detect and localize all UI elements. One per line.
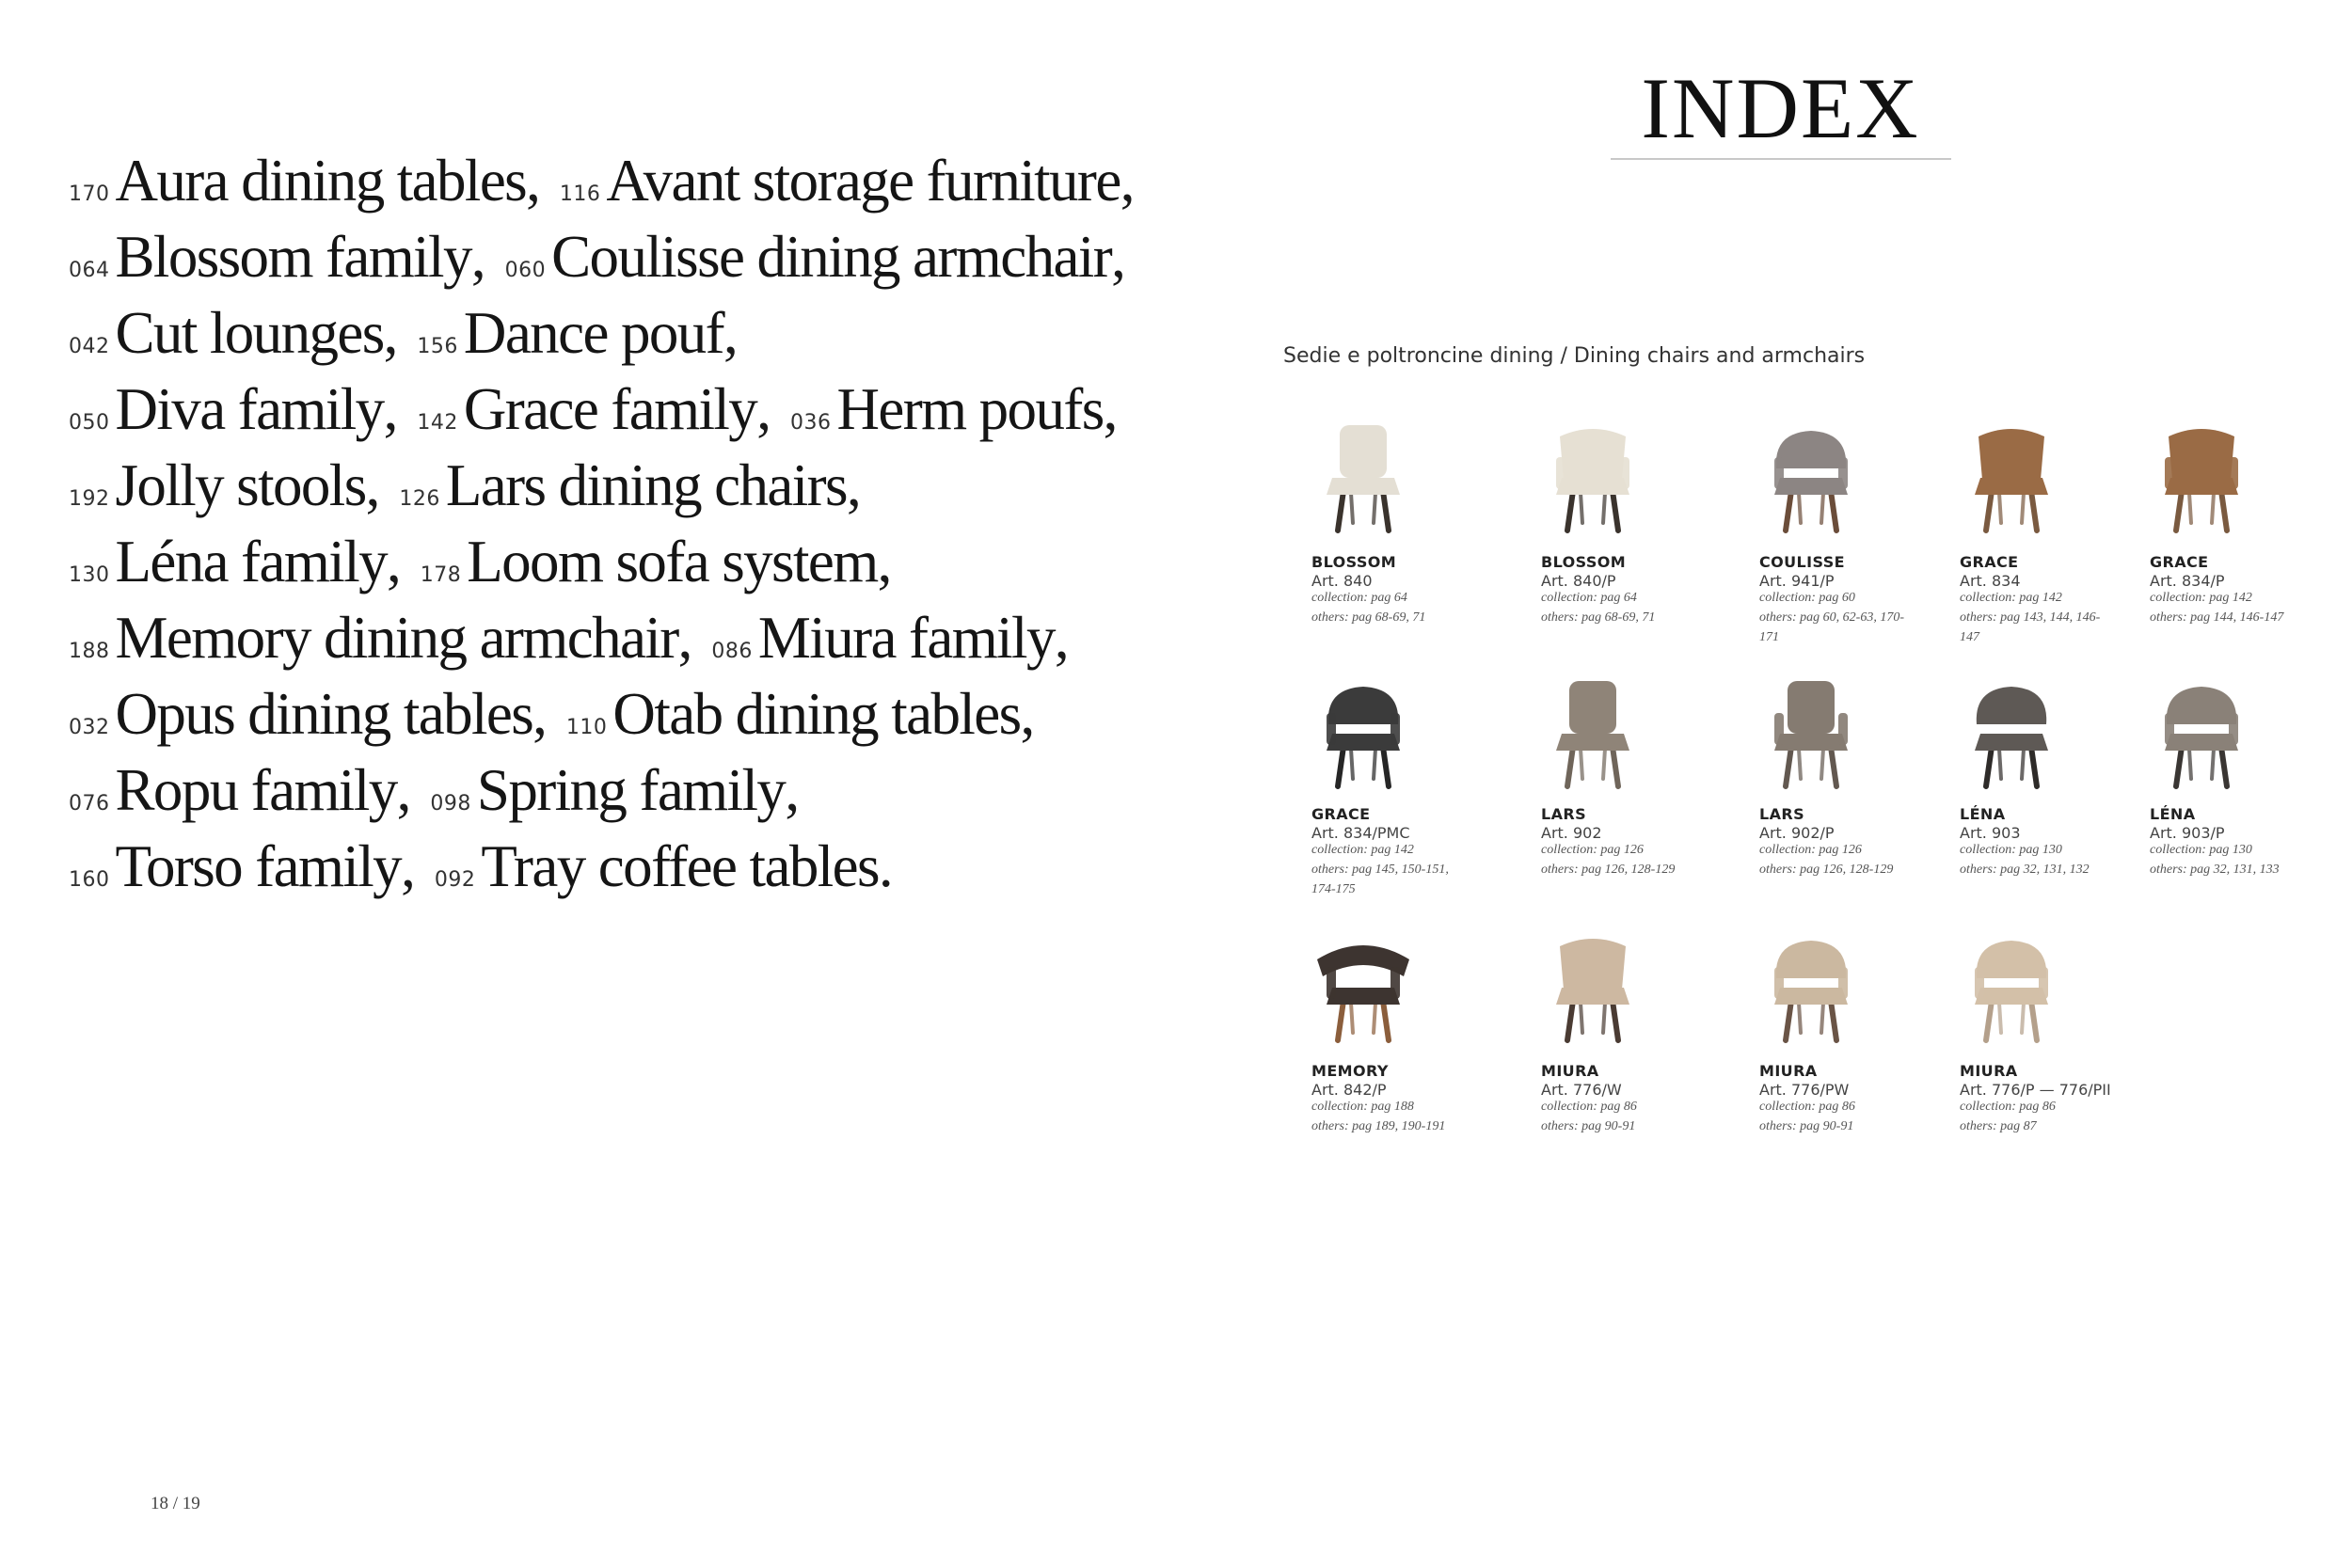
index-separator: ,	[532, 681, 548, 747]
index-page-number: 116	[559, 182, 601, 206]
armchair-blossom-icon	[1532, 412, 1654, 534]
index-entry[interactable]	[789, 376, 1136, 442]
product-collection-page: collection: pag 142	[1311, 843, 1414, 857]
index-entry-name: Avant storage furniture	[606, 148, 1120, 214]
product-article: Art. 834/PMC	[1311, 824, 1410, 842]
index-line	[69, 524, 1179, 600]
product-other-pages: others: pag 145, 150-151, 174-175	[1311, 863, 1449, 896]
index-separator: ,	[387, 529, 402, 594]
product-other-pages: others: pag 90-91	[1759, 1119, 1854, 1133]
index-separator: ,	[365, 452, 381, 518]
product-name: BLOSSOM	[1311, 553, 1397, 571]
index-page-number: 170	[69, 182, 110, 206]
product-collection-page: collection: pag 64	[1311, 591, 1407, 605]
index-separator: ,	[470, 224, 486, 290]
product-article: Art. 834	[1960, 572, 2021, 590]
index-separator: ,	[723, 300, 739, 366]
index-line	[69, 372, 1179, 448]
product-name: LÉNA	[1960, 805, 2006, 823]
index-page-number: 064	[69, 259, 110, 282]
product-article: Art. 902/P	[1759, 824, 1835, 842]
product-collection-page: collection: pag 142	[2150, 591, 2252, 605]
product-name: LARS	[1541, 805, 1587, 823]
index-separator: ,	[1120, 148, 1136, 214]
index-page-number: 130	[69, 563, 110, 587]
product-other-pages: others: pag 32, 131, 133	[2150, 863, 2280, 877]
product-name: MEMORY	[1311, 1062, 1389, 1080]
index-page-number: 110	[565, 716, 608, 739]
product-collection-page: collection: pag 130	[2150, 843, 2252, 857]
product-collection-page: collection: pag 86	[1960, 1100, 2056, 1114]
product-name: BLOSSOM	[1541, 553, 1627, 571]
armchair-coulisse-icon	[1750, 412, 1872, 534]
index-separator: ,	[785, 757, 801, 823]
product-collection-page: collection: pag 86	[1759, 1100, 1855, 1114]
index-page-number: 178	[420, 563, 462, 587]
index-entry-name: Otab dining tables	[612, 681, 1021, 747]
product-collection-page: collection: pag 86	[1541, 1100, 1637, 1114]
product-collection-page: collection: pag 142	[1960, 591, 2062, 605]
index-page-number: 060	[504, 259, 547, 282]
index-entry-name: Loom sofa system	[467, 529, 878, 594]
product-index-list	[69, 143, 1179, 905]
index-entry-name: Miura family	[757, 605, 1055, 671]
product-name: GRACE	[1960, 553, 2019, 571]
index-entry-name: Spring family	[476, 757, 786, 823]
index-line	[69, 448, 1179, 524]
index-entry[interactable]	[417, 376, 790, 442]
index-line	[69, 600, 1179, 676]
page-title: INDEX	[1641, 60, 1920, 156]
index-separator: ,	[1020, 681, 1036, 747]
armchair-lars-icon	[1750, 668, 1872, 790]
index-entry[interactable]	[69, 833, 435, 899]
index-separator: ,	[1054, 605, 1070, 671]
product-name: MIURA	[1960, 1062, 2018, 1080]
product-other-pages: others: pag 126, 128-129	[1759, 863, 1894, 877]
product-other-pages: others: pag 87	[1960, 1119, 2037, 1133]
index-entry[interactable]	[69, 376, 417, 442]
index-separator: ,	[396, 757, 412, 823]
index-entry-name: Léna family	[115, 529, 388, 594]
chair-lena-icon	[1950, 668, 2073, 790]
index-separator: ,	[1111, 224, 1126, 290]
index-entry-name: Coulisse dining armchair	[551, 224, 1112, 290]
index-separator: ,	[677, 605, 693, 671]
index-page-number: 142	[417, 411, 458, 435]
armchair-grace-icon	[2140, 412, 2263, 534]
index-line	[69, 219, 1179, 295]
chair-grace-icon	[1950, 412, 2073, 534]
section-heading: Sedie e poltroncine dining / Dining chairs and armchairs	[1283, 344, 1866, 368]
product-article: Art. 840/P	[1541, 572, 1616, 590]
index-entry-name: Opus dining tables	[115, 681, 533, 747]
index-line	[69, 676, 1179, 752]
page-folio: 18 / 19	[151, 1494, 200, 1513]
index-separator: ,	[526, 148, 541, 214]
index-page-number: 050	[69, 411, 110, 435]
index-page-number: 156	[417, 335, 458, 358]
index-separator: ,	[846, 452, 862, 518]
index-entry-name: Cut lounges	[115, 300, 384, 366]
product-article: Art. 941/P	[1759, 572, 1835, 590]
index-page-number: 098	[430, 792, 471, 816]
index-line	[69, 143, 1179, 219]
product-other-pages: others: pag 90-91	[1541, 1119, 1636, 1133]
index-entry[interactable]	[69, 681, 566, 747]
index-entry[interactable]	[504, 224, 1145, 290]
armchair-memory-icon	[1302, 922, 1424, 1044]
index-page-number: 092	[434, 868, 476, 892]
index-separator: ,	[877, 529, 893, 594]
index-entry[interactable]	[711, 605, 1088, 671]
product-other-pages: others: pag 60, 62-63, 170-171	[1759, 610, 1904, 644]
index-entry-name: Dance pouf	[463, 300, 724, 366]
product-name: GRACE	[2150, 553, 2209, 571]
product-other-pages: others: pag 32, 131, 132	[1960, 863, 2090, 877]
index-entry[interactable]	[69, 529, 421, 594]
index-page-number: 042	[69, 335, 110, 358]
index-page-number: 160	[69, 868, 110, 892]
index-separator: ,	[383, 376, 399, 442]
product-other-pages: others: pag 143, 144, 146-147	[1960, 610, 2101, 644]
product-other-pages: others: pag 126, 128-129	[1541, 863, 1676, 877]
product-article: Art. 903/P	[2150, 824, 2225, 842]
index-entry[interactable]	[69, 452, 399, 518]
chair-blossom-icon	[1302, 412, 1424, 534]
product-name: LÉNA	[2150, 805, 2196, 823]
product-other-pages: others: pag 189, 190-191	[1311, 1119, 1446, 1133]
product-article: Art. 776/PW	[1759, 1081, 1850, 1099]
product-name: MIURA	[1541, 1062, 1599, 1080]
index-page-number: 192	[69, 487, 110, 511]
armchair-lena-icon	[2140, 668, 2263, 790]
index-separator: ,	[383, 300, 399, 366]
index-entry[interactable]	[434, 833, 913, 899]
index-entry-name: Ropu family	[115, 757, 397, 823]
product-other-pages: others: pag 68-69, 71	[1541, 610, 1656, 625]
index-entry-name: Lars dining chairs	[445, 452, 847, 518]
product-article: Art. 903	[1960, 824, 2021, 842]
index-entry[interactable]	[399, 452, 880, 518]
index-entry[interactable]	[69, 757, 430, 823]
product-name: GRACE	[1311, 805, 1371, 823]
index-entry[interactable]	[565, 681, 1054, 747]
index-line	[69, 295, 1179, 372]
index-line	[69, 752, 1179, 829]
product-collection-page: collection: pag 188	[1311, 1100, 1414, 1114]
index-page-number: 032	[69, 716, 110, 739]
product-collection-page: collection: pag 64	[1541, 591, 1637, 605]
index-entry-name: Torso family	[115, 833, 402, 899]
product-collection-page: collection: pag 130	[1960, 843, 2062, 857]
index-entry[interactable]	[430, 757, 818, 823]
product-name: COULISSE	[1759, 553, 1845, 571]
index-entry-name: Diva family	[115, 376, 384, 442]
index-entry[interactable]	[69, 605, 711, 671]
index-entry[interactable]	[69, 300, 417, 366]
chair-lars-icon	[1532, 668, 1654, 790]
index-entry-name: Aura dining tables	[115, 148, 527, 214]
armchair-grace-pmc-icon	[1302, 668, 1424, 790]
index-entry[interactable]	[69, 224, 505, 290]
product-other-pages: others: pag 68-69, 71	[1311, 610, 1426, 625]
product-article: Art. 840	[1311, 572, 1373, 590]
product-other-pages: others: pag 144, 146-147	[2150, 610, 2284, 625]
product-article: Art. 776/P — 776/PII	[1960, 1081, 2111, 1099]
index-entry-name: Blossom family	[115, 224, 471, 290]
index-entry[interactable]	[420, 529, 912, 594]
product-article: Art. 776/W	[1541, 1081, 1622, 1099]
index-page-number: 086	[711, 640, 753, 663]
index-entry-name: Herm poufs	[836, 376, 1104, 442]
index-page-number: 188	[69, 640, 110, 663]
index-entry[interactable]	[559, 148, 1154, 214]
index-entry-name: Grace family	[463, 376, 757, 442]
product-collection-page: collection: pag 126	[1541, 843, 1644, 857]
index-separator: ,	[401, 833, 416, 899]
title-underline	[1611, 158, 1951, 160]
index-line	[69, 829, 1179, 905]
index-separator: ,	[1103, 376, 1119, 442]
product-article: Art. 842/P	[1311, 1081, 1387, 1099]
product-name: LARS	[1759, 805, 1805, 823]
index-page-number: 036	[789, 411, 832, 435]
index-entry-name: Memory dining armchair	[115, 605, 678, 671]
chair-miura-icon	[1532, 922, 1654, 1044]
product-article: Art. 902	[1541, 824, 1602, 842]
product-name: MIURA	[1759, 1062, 1818, 1080]
armchair-miura-icon	[1750, 922, 1872, 1044]
index-entry[interactable]	[69, 148, 560, 214]
index-entry[interactable]	[417, 300, 756, 366]
index-entry-name: Tray coffee tables	[481, 833, 879, 899]
product-article: Art. 834/P	[2150, 572, 2225, 590]
index-page-number: 076	[69, 792, 110, 816]
index-page-number: 126	[399, 487, 440, 511]
index-separator: ,	[756, 376, 771, 442]
index-entry-name: Jolly stools	[115, 452, 366, 518]
armchair-miura-p-icon	[1950, 922, 2073, 1044]
product-collection-page: collection: pag 126	[1759, 843, 1862, 857]
index-separator: .	[878, 833, 894, 899]
product-collection-page: collection: pag 60	[1759, 591, 1855, 605]
